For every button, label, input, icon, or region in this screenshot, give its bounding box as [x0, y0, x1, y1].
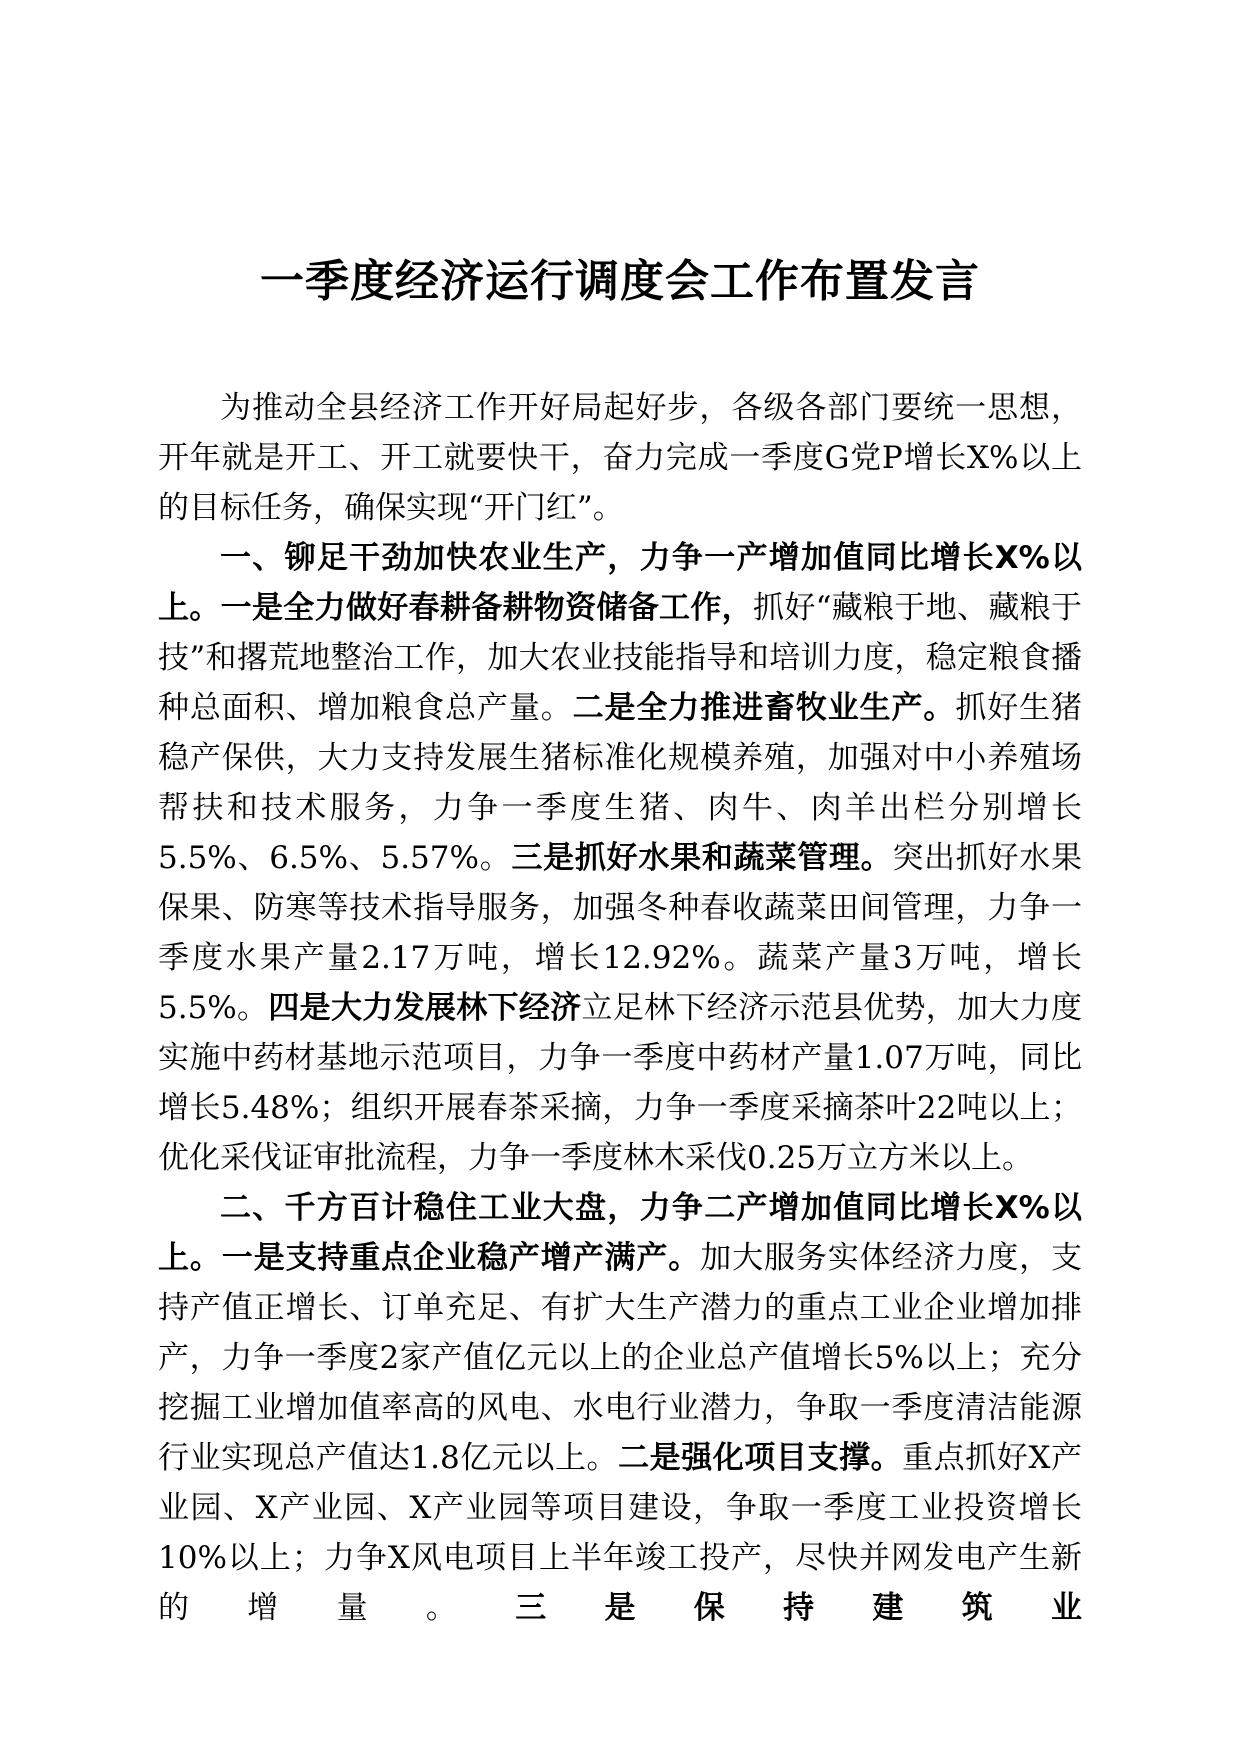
section-2-paragraph [158, 1183, 1082, 1633]
section-1-point-1-text: 抓好“藏粮于地、藏粮于技”和撂荒地整治工作，加大农业技能指导和培训力度，稳定粮食播种总面积、增加粮食总产量。 [158, 590, 1082, 726]
section-1-point-1-heading: 一是全力做好春耕备耕物资储备工作， [220, 590, 753, 626]
section-1-point-2-heading: 二是全力推进畜牧业生产。 [572, 690, 956, 726]
section-2-point-2-heading: 二是强化项目支撑。 [618, 1440, 903, 1476]
section-1-point-4-text: 立足林下经济示范县优势，加大力度实施中药材基地示范项目，力争一季度中药材产量1.07万吨，同比增长5.48%；组织开展春茶采摘，力争一季度采摘茶叶22吨以上；优化采伐证审批流程，力争一季度林木采伐0.25万立方米以上。 [158, 990, 1083, 1176]
document-title: 一季度经济运行调度会工作布置发言 [260, 256, 980, 307]
section-1-point-4-heading: 四是大力发展林下经济 [268, 990, 582, 1026]
section-2-point-1-text: 加大服务实体经济力度，支持产值正增长、订单充足、有扩大生产潜力的重点工业企业增加排产，力争一季度2家产值亿元以上的企业总产值增长5%以上；充分挖掘工业增加值率高的风电、水电行业潜力，争取一季度清洁能源行业实现总产值达1.8亿元以上。 [158, 1240, 1083, 1476]
section-1-heading: 一、铆足干劲加快农业生产，力争一产增加值同比增长X%以上。 [158, 540, 1082, 626]
document-body [158, 383, 1082, 1633]
section-1-point-3-heading: 三是抓好水果和蔬菜管理。 [511, 840, 893, 876]
section-1-paragraph [158, 533, 1082, 1183]
section-1-point-3-text: 突出抓好水果保果、防寒等技术指导服务，加强冬种春收蔬菜田间管理，力争一季度水果产量2.17万吨，增长12.92%。蔬菜产量3万吨，增长5.5%。 [158, 840, 1083, 1026]
section-1-point-2-text: 抓好生猪稳产保供，大力支持发展生猪标准化规模养殖，加强对中小养殖场帮扶和技术服务，力争一季度生猪、肉牛、肉羊出栏分别增长5.5%、6.5%、5.57%。 [158, 690, 1083, 876]
section-2-heading: 二、千方百计稳住工业大盘，力争二产增加值同比增长X%以上。 [158, 1190, 1082, 1276]
section-2-point-3-heading: 三是保持建筑业 [515, 1590, 1083, 1626]
intro-paragraph: 为推动全县经济工作开好局起好步，各级各部门要统一思想，开年就是开工、开工就要快干，奋力完成一季度G党P增长X%以上的目标任务，确保实现“开门红”。 [158, 390, 1082, 526]
section-2-point-1-heading: 一是支持重点企业稳产增产满产。 [221, 1240, 701, 1276]
section-2-point-2-text: 重点抓好X产业园、X产业园、X产业园等项目建设，争取一季度工业投资增长10%以上；力争X风电项目上半年竣工投产，尽快并网发电产生新的增量。 [158, 1440, 1082, 1626]
